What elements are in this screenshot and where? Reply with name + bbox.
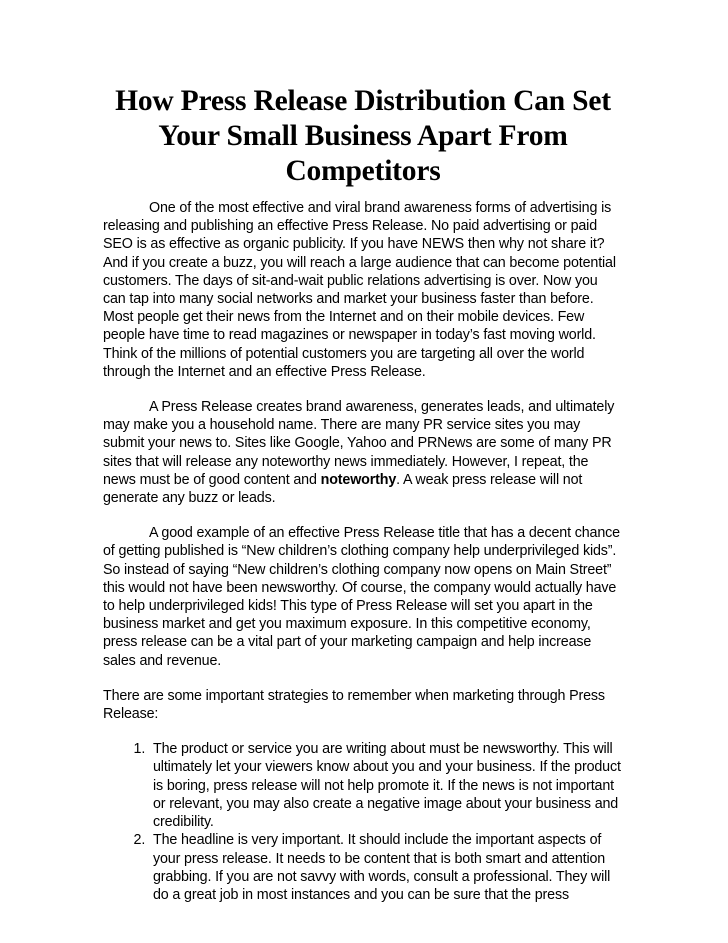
document-title: How Press Release Distribution Can Set Your Small Business Apart From Competitors bbox=[115, 85, 611, 187]
list-item: 1. The product or service you are writing about must be newsworthy. This will ultimately let your viewers know about you and your business. If the product is boring, press release will not help promote it. If the news is not important or relevant, you may also create a negative image about your business and credibility. bbox=[149, 740, 623, 831]
emphasis-noteworthy: noteworthy bbox=[320, 471, 397, 488]
paragraph-intro: One of the most effective and viral brand awareness forms of advertising is releasing and publishing an effective Press Release. No paid advertising or paid SEO is as effective as organic publicity. If you have NEWS then why not share it? And if you create a buzz, you will reach a large audience that can become potential customers. The days of sit-and-wait public relations advertising is over. Now you can tap into many social networks and market your business faster than before. Most people get their news from the Internet and on their mobile devices. Few people have time to read magazines or newspaper in today’s fast moving world. Think of the millions of potential customers you are targeting all over the world through the Internet and an effective Press Release. bbox=[103, 200, 616, 380]
paragraph-strategies-intro: There are some important strategies to remember when marketing through Press Release: bbox=[103, 687, 605, 723]
document-body bbox=[103, 199, 623, 904]
paragraph-text: A Press Release creates brand awareness, generates leads, and ultimately may make you a household name. There are many PR service sites you may submit your news to. Sites like Google, Yahoo and PRNews are some of many PR sites that will release any noteworthy news immediately. However, I repeat, the news must be of good content and bbox=[103, 399, 615, 488]
strategies-list bbox=[103, 740, 623, 904]
list-item: 2. The headline is very important. It should include the important aspects of your press release. It needs to be content that is both smart and attention grabbing. If you are not savvy with words, consult a professional. They will do a great job in most instances and you can be sure that the press bbox=[149, 831, 623, 904]
paragraph-example: A good example of an effective Press Release title that has a decent chance of getting published is “New children’s clothing company help underprivileged kids”. So instead of saying “New children’s clothing company now opens on Main Street” this would not have been newsworthy. Of course, the company would actually have to help underprivileged kids! This type of Press Release will set you apart in the business market and get you maximum exposure. In this competitive economy, press release can be a vital part of your marketing campaign and help increase sales and revenue. bbox=[103, 525, 620, 669]
paragraph-brand-awareness bbox=[103, 398, 623, 507]
paragraph-text: . A weak press release will not generate any buzz or leads. bbox=[103, 471, 583, 507]
